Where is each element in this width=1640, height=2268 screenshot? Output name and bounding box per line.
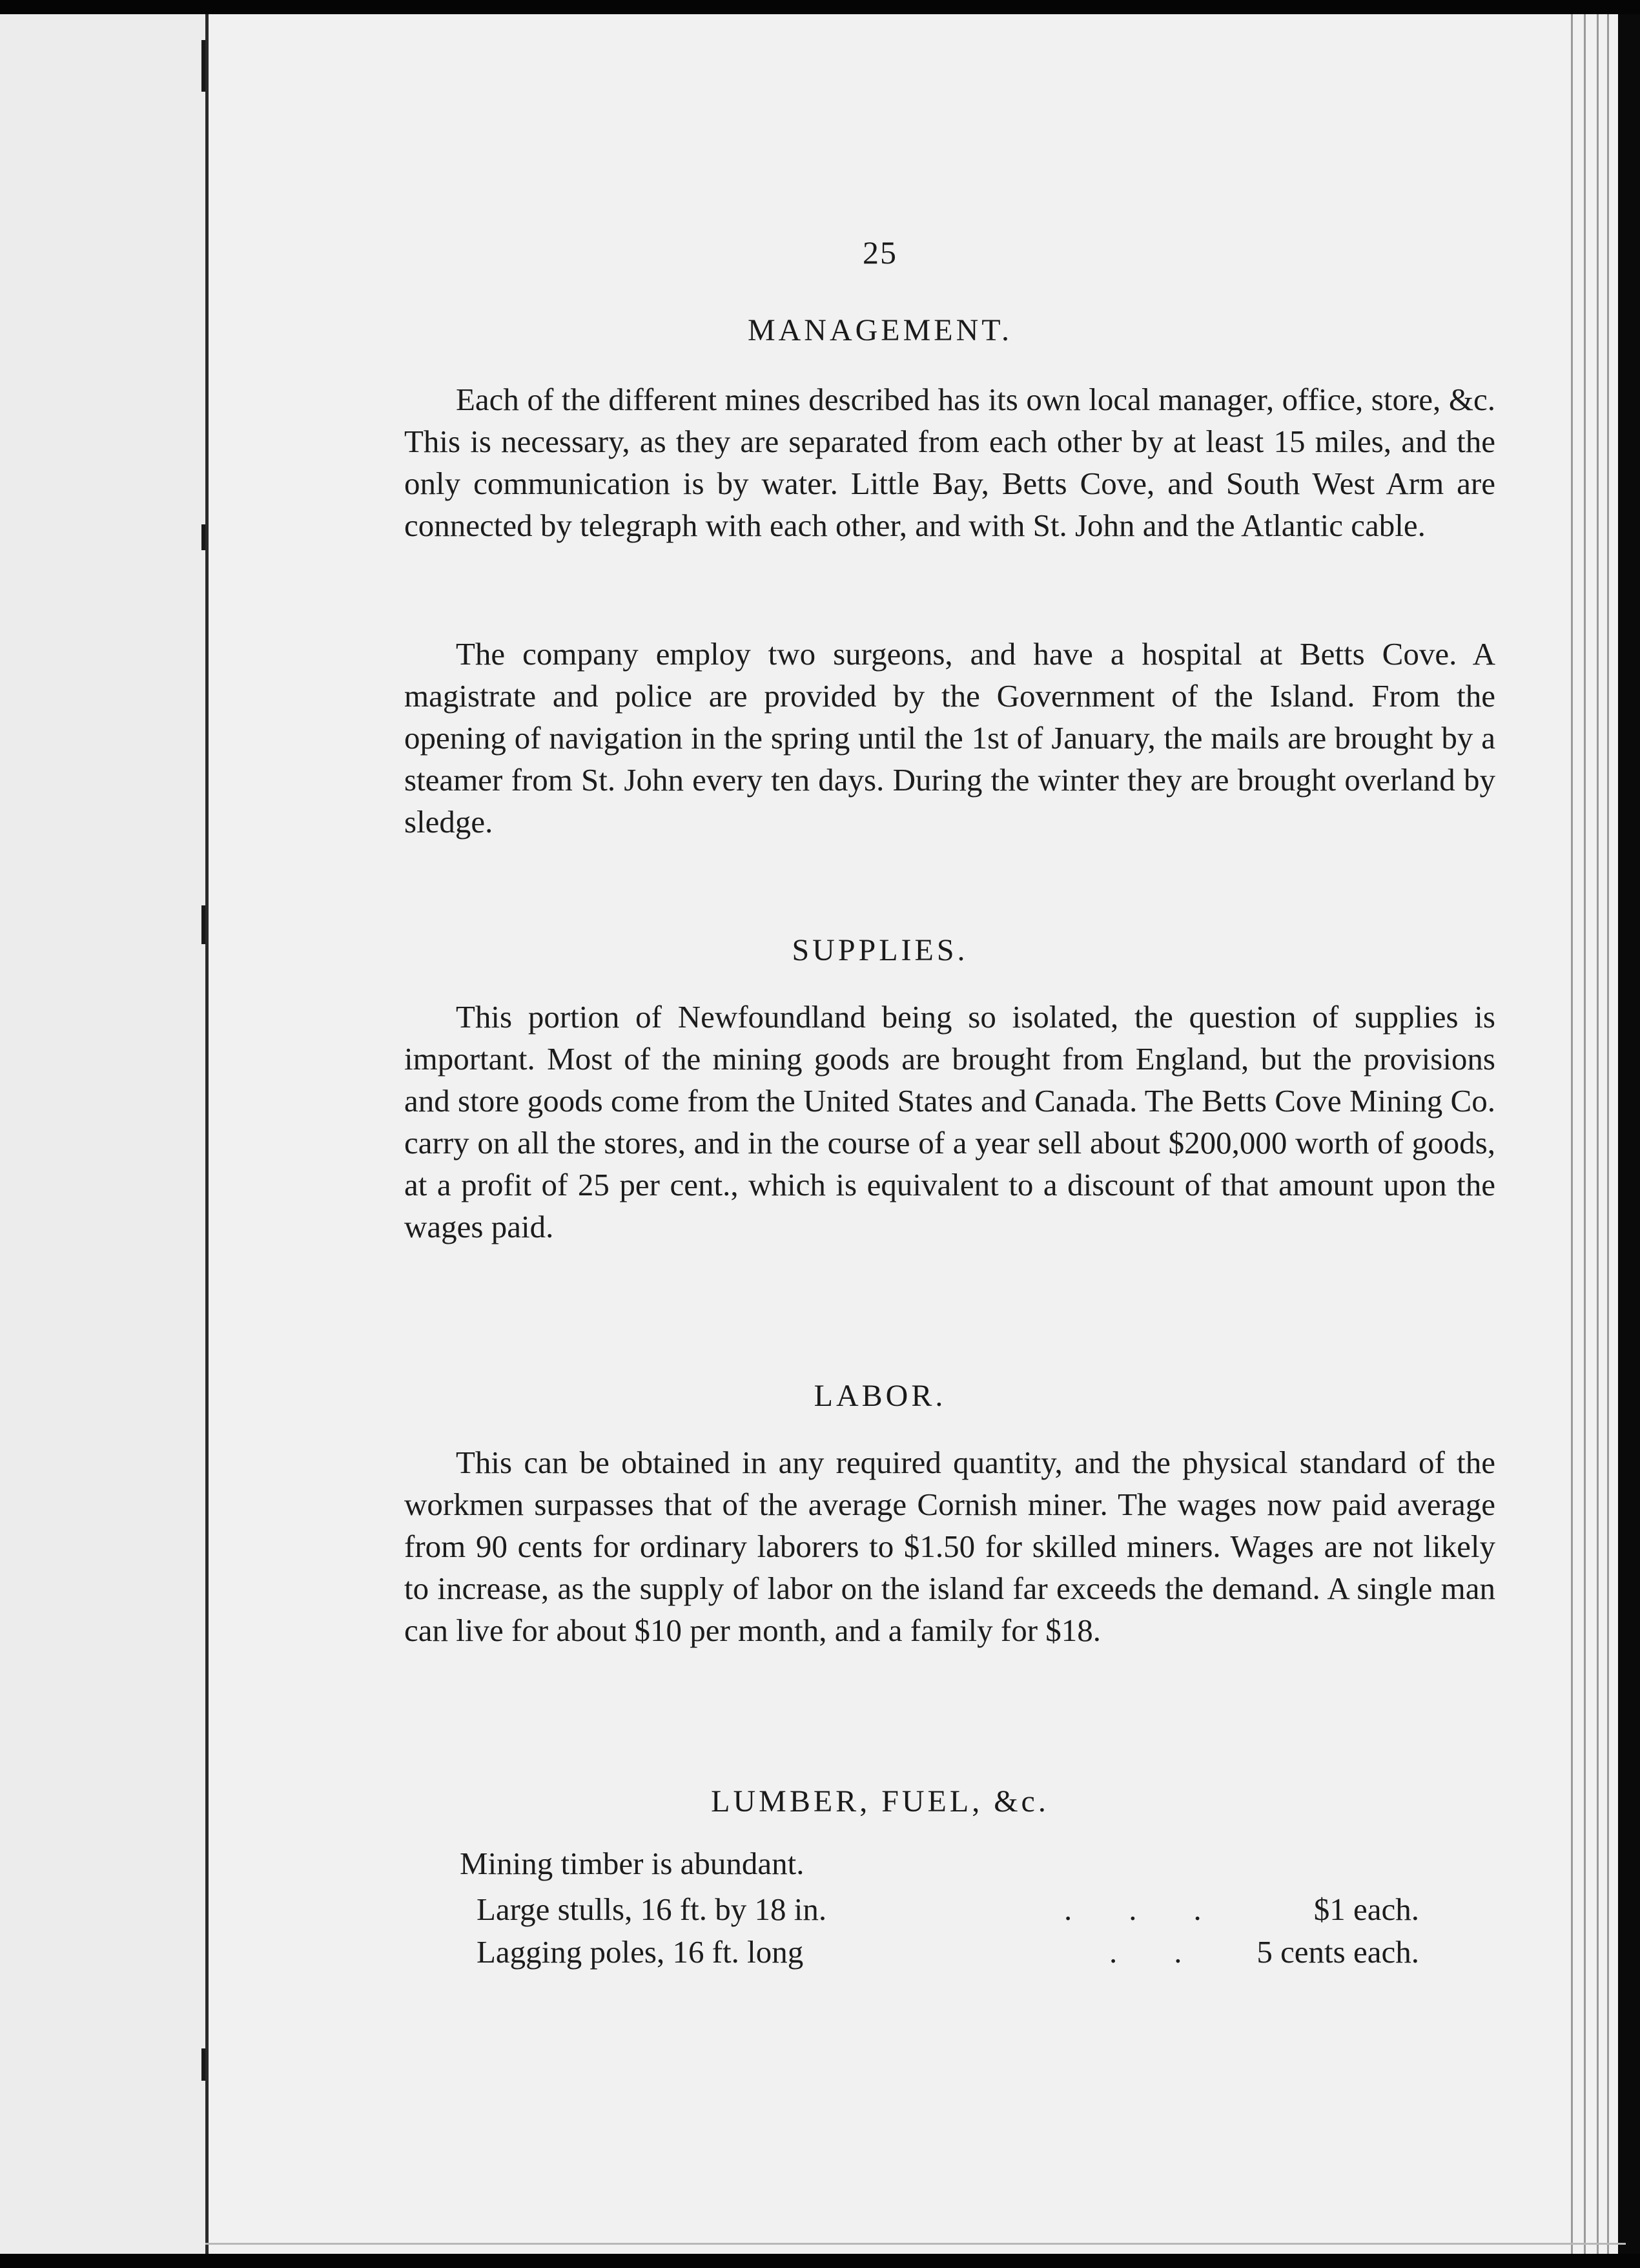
mining-timber-note: Mining timber is abundant. xyxy=(460,1846,805,1881)
price-list-row xyxy=(477,1891,1419,1936)
management-paragraph-2: The company employ two surgeons, and have a hospital at Betts Cove. A magistrate and police are provided by the Government of the Island. From the opening of navigation in the spring until the 1st of January, the mails are brought by a steamer from St. John every ten days. During the winter they are brought overland by sledge. xyxy=(404,636,1495,840)
price-item-name: Large stulls, 16 ft. by 18 in. xyxy=(477,1892,827,1927)
book-page xyxy=(205,14,1555,2254)
page-stack-edges xyxy=(1556,14,1640,2254)
dot-leader: .. xyxy=(1109,1934,1239,1970)
dot-leader: ... xyxy=(1064,1892,1258,1927)
section-heading-supplies: SUPPLIES. xyxy=(792,933,969,967)
section-heading-lumber-fuel: LUMBER, FUEL, &c. xyxy=(711,1784,1049,1819)
price-item-value: $1 each. xyxy=(1313,1892,1419,1927)
supplies-paragraph: This portion of Newfoundland being so isolated, the question of supplies is important. Most of the mining goods are brought from England, but the provisions and store goods come from the United States and Canada. The Betts Cove Mining Co. carry on all the stores, and in the course of a year sell about $200,000 worth of goods, at a profit of 25 per cent., which is equivalent to a discount of that amount upon the wages paid. xyxy=(404,999,1495,1244)
price-item-value: 5 cents each. xyxy=(1256,1934,1419,1970)
page-number: 25 xyxy=(863,234,897,271)
price-list-row xyxy=(477,1933,1419,1979)
section-heading-management: MANAGEMENT. xyxy=(747,313,1013,347)
section-heading-labor: LABOR. xyxy=(814,1379,947,1413)
labor-paragraph: This can be obtained in any required quantity, and the physical standard of the workmen surpasses that of the average Cornish miner. The wages now paid average from 90 cents for ordinary laborers to $1.50 for skilled miners. Wages are not likely to increase, as the supply of labor on the island far exceeds the demand. A single man can live for about $10 per month, and a family for $18. xyxy=(404,1445,1495,1648)
management-paragraph-1: Each of the different mines described has its own local manager, office, store, &c. This is necessary, as they are separated from each other by at least 15 miles, and the only communication is by water. Little Bay, Betts Cove, and South West Arm are connected by telegraph with each other, and with St. John and the Atlantic cable. xyxy=(404,382,1495,543)
facing-page-edge xyxy=(0,14,209,2254)
price-item-name: Lagging poles, 16 ft. long xyxy=(477,1934,804,1970)
